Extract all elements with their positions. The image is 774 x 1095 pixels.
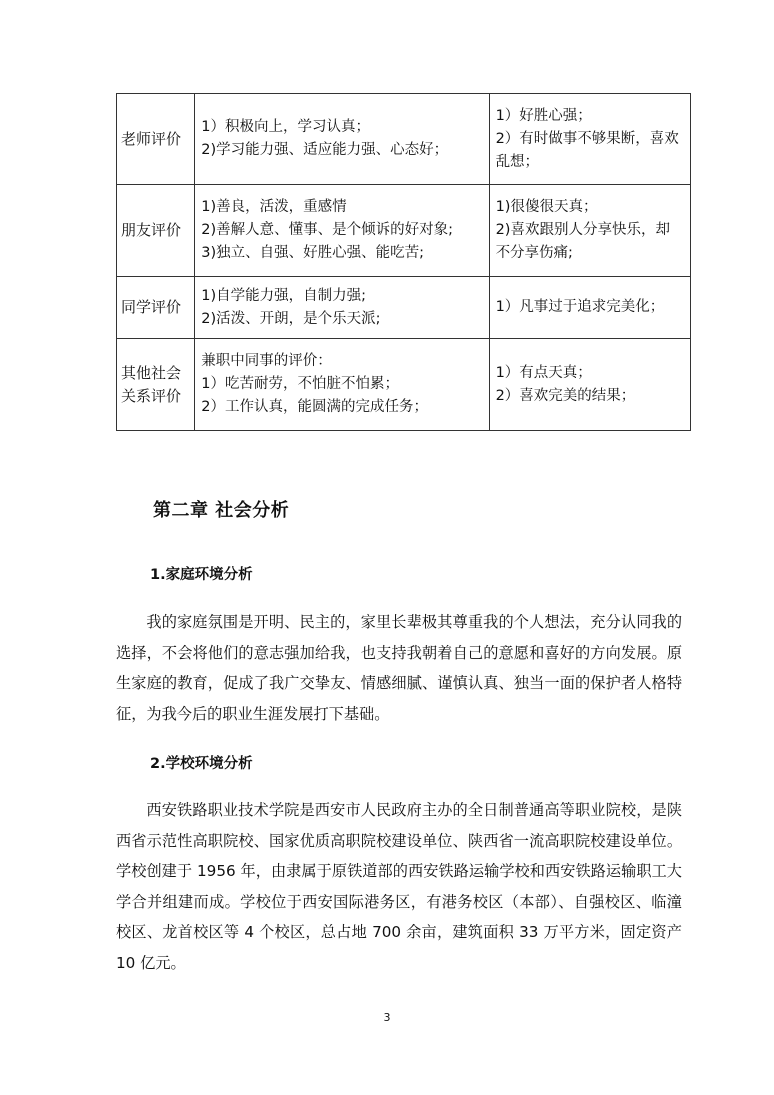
table-row: [117, 339, 691, 431]
section-heading: 1.家庭环境分析: [150, 567, 253, 583]
cell-line: 1）积极向上，学习认真；: [201, 119, 370, 135]
weaknesses-cell: [489, 277, 690, 339]
weaknesses-cell: [489, 94, 690, 185]
cell-line: 2)活泼、开朗，是个乐天派;: [201, 310, 381, 327]
cell-line: 兼职中同事的评价：: [201, 353, 332, 369]
row-label: 朋友评价: [117, 185, 195, 277]
table-row: [117, 185, 691, 277]
cell-line: 2）工作认真，能圆满的完成任务；: [201, 399, 428, 415]
table-row: [117, 94, 691, 185]
strengths-cell: [195, 339, 489, 431]
cell-line: 1)很傻很天真；: [495, 199, 598, 215]
cell-line: 1）凡事过于追求完美化；: [495, 299, 665, 315]
cell-line: 2)喜欢跟别人分享快乐，却不分享伤痛;: [495, 222, 670, 261]
strengths-cell: [195, 277, 489, 339]
strengths-cell: [195, 94, 489, 185]
row-label: 老师评价: [117, 94, 195, 185]
page-number: 3: [383, 1011, 391, 1024]
cell-line: 2）喜欢完美的结果；: [495, 387, 636, 404]
evaluation-table: [116, 93, 691, 431]
cell-line: 2)学习能力强、适应能力强、心态好；: [201, 142, 449, 158]
cell-line: 1）好胜心强；: [495, 107, 592, 124]
weaknesses-cell: [489, 185, 690, 277]
section-heading: 2.学校环境分析: [150, 756, 253, 772]
table-row: [117, 277, 691, 339]
section-paragraph: 西安铁路职业技术学院是西安市人民政府主办的全日制普通高等职业院校，是陕西省示范性高职院校、国家优质高职院校建设单位、陕西省一流高职院校建设单位。学校创建于 1956 年，由隶属于原铁道部的西安铁路运输学校和西安铁路运输职工大学合并组建而成。学校位于西安国际港务区，有港务校区（本部）、自强校区、临潼校区、龙首校区等 4 个校区，总占地 700 余亩，建筑面积 33 万平方米，固定资产 10 亿元。: [116, 801, 682, 972]
row-label: 其他社会关系评价: [117, 339, 195, 431]
cell-line: 2）有时做事不够果断，喜欢乱想；: [495, 130, 679, 170]
cell-line: 1)善良，活泼，重感情: [201, 199, 347, 215]
cell-line: 1）吃苦耐劳，不怕脏不怕累；: [201, 376, 399, 392]
cell-line: 1）有点天真；: [495, 364, 592, 381]
cell-line: 2)善解人意、懂事、是个倾诉的好对象;: [201, 222, 454, 238]
section-paragraph: 我的家庭氛围是开明、民主的，家里长辈极其尊重我的个人想法，充分认同我的选择，不会将他们的意志强加给我，也支持我朝着自己的意愿和喜好的方向发展。原生家庭的教育，促成了我广交挚友、情感细腻、谨慎认真、独当一面的保护者人格特征，为我今后的职业生涯发展打下基础。: [116, 613, 682, 723]
weaknesses-cell: [489, 339, 690, 431]
row-label: 同学评价: [117, 277, 195, 339]
chapter-title: 第二章 社会分析: [153, 500, 290, 521]
cell-line: 1)自学能力强，自制力强;: [201, 287, 367, 304]
strengths-cell: [195, 185, 489, 277]
cell-line: 3)独立、自强、好胜心强、能吃苦;: [201, 245, 425, 261]
